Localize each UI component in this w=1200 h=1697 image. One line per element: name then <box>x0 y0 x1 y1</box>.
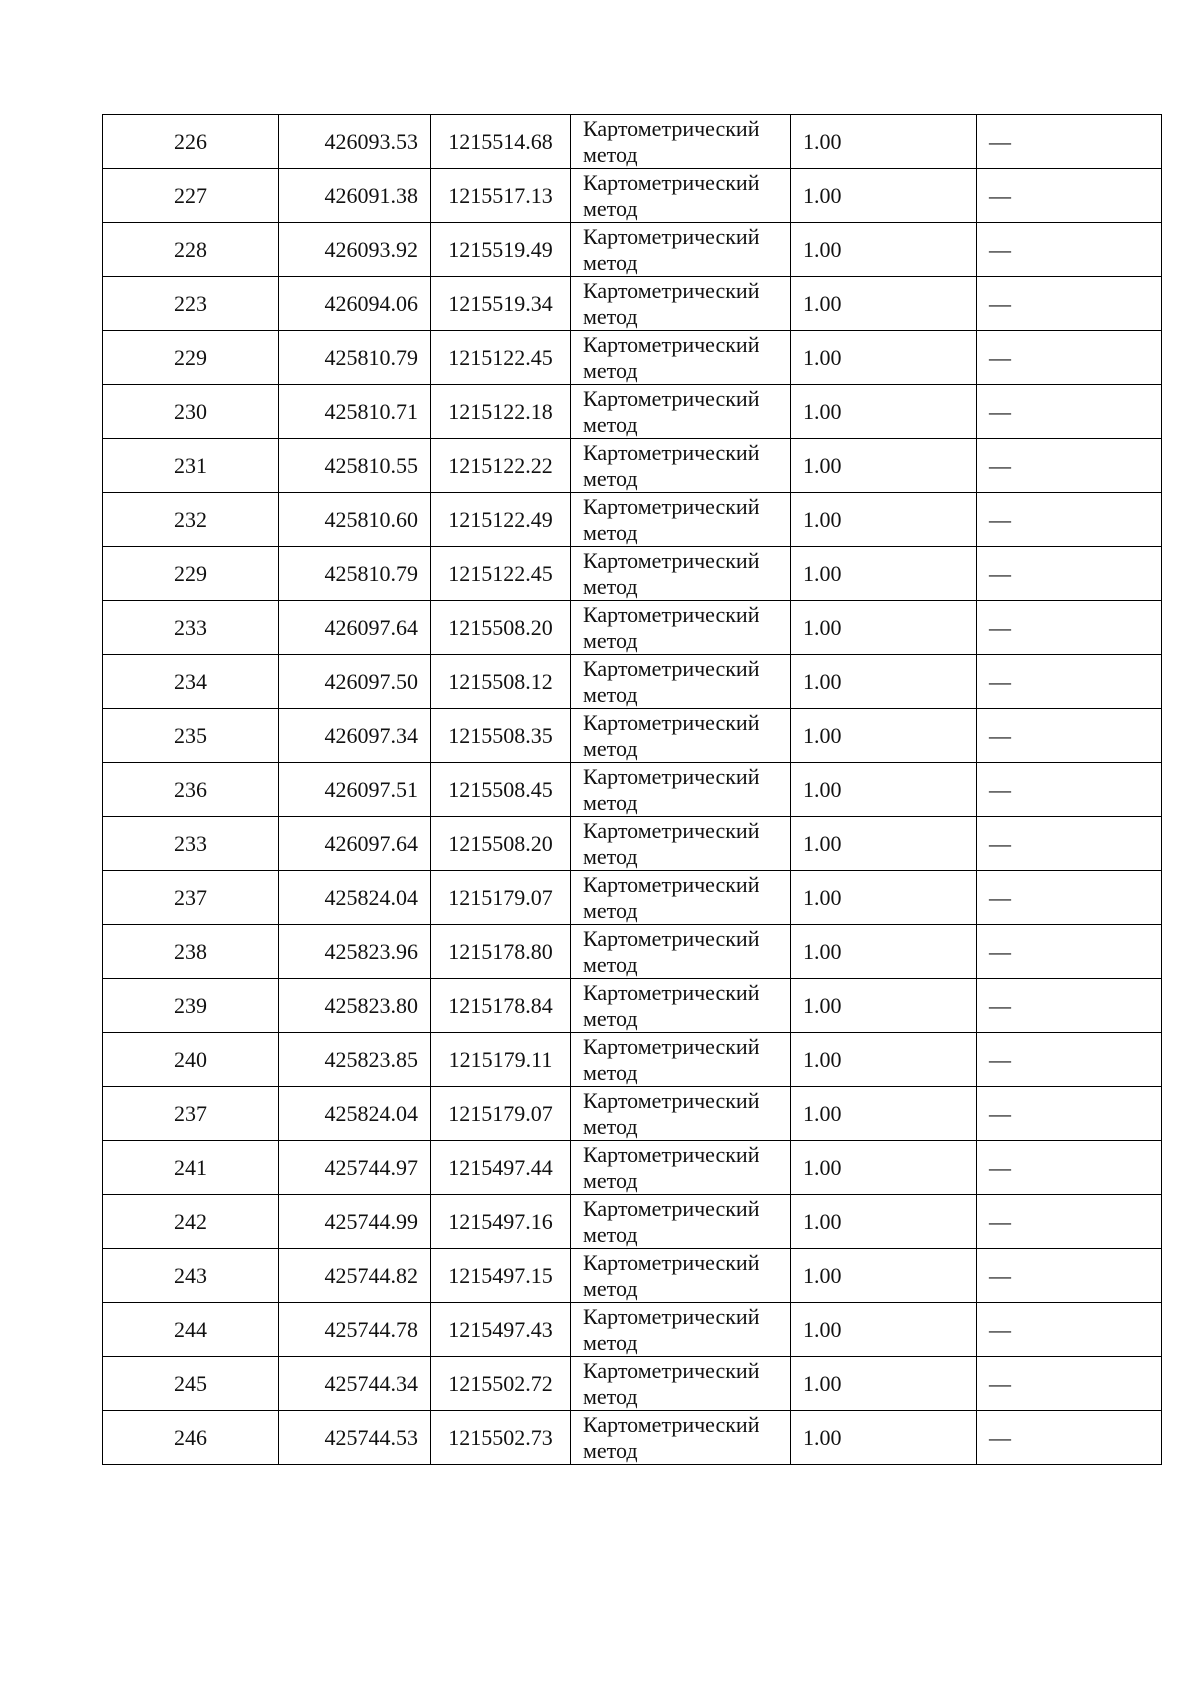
method-line-2: метод <box>583 897 638 923</box>
y-coordinate-cell: 1215508.20 <box>431 817 571 871</box>
method-line-1: Картометрический <box>583 1087 760 1113</box>
y-coordinate-cell: 1215508.12 <box>431 655 571 709</box>
y-coordinate-cell: 1215514.68 <box>431 115 571 169</box>
method-cell <box>571 493 791 547</box>
accuracy-cell: 1.00 <box>791 277 977 331</box>
accuracy-cell: 1.00 <box>791 1033 977 1087</box>
method-line-1: Картометрический <box>583 169 760 195</box>
description-cell: — <box>977 1357 1162 1411</box>
method-cell <box>571 439 791 493</box>
method-cell <box>571 169 791 223</box>
point-number-cell: 243 <box>103 1249 279 1303</box>
method-line-2: метод <box>583 951 638 977</box>
table-row <box>103 1195 1162 1249</box>
accuracy-cell: 1.00 <box>791 1249 977 1303</box>
x-coordinate-cell: 425823.80 <box>279 979 431 1033</box>
description-cell: — <box>977 655 1162 709</box>
method-line-2: метод <box>583 357 638 383</box>
table-row <box>103 277 1162 331</box>
y-coordinate-cell: 1215122.45 <box>431 547 571 601</box>
y-coordinate-cell: 1215179.07 <box>431 871 571 925</box>
method-line-1: Картометрический <box>583 277 760 303</box>
table-row <box>103 1303 1162 1357</box>
method-cell <box>571 1357 791 1411</box>
table-row <box>103 223 1162 277</box>
method-line-1: Картометрический <box>583 547 760 573</box>
table-row <box>103 169 1162 223</box>
description-cell: — <box>977 547 1162 601</box>
method-cell <box>571 1303 791 1357</box>
table-row <box>103 817 1162 871</box>
table-row <box>103 1357 1162 1411</box>
x-coordinate-cell: 425744.97 <box>279 1141 431 1195</box>
method-line-2: метод <box>583 1329 638 1355</box>
table-row <box>103 331 1162 385</box>
y-coordinate-cell: 1215502.72 <box>431 1357 571 1411</box>
x-coordinate-cell: 425810.71 <box>279 385 431 439</box>
method-line-2: метод <box>583 303 638 329</box>
method-line-2: метод <box>583 1275 638 1301</box>
method-line-2: метод <box>583 1221 638 1247</box>
table-row <box>103 1249 1162 1303</box>
coordinates-table <box>102 114 1162 1465</box>
x-coordinate-cell: 425744.34 <box>279 1357 431 1411</box>
table-row <box>103 115 1162 169</box>
method-cell <box>571 709 791 763</box>
description-cell: — <box>977 709 1162 763</box>
method-cell <box>571 385 791 439</box>
table-row <box>103 493 1162 547</box>
x-coordinate-cell: 426091.38 <box>279 169 431 223</box>
method-line-2: метод <box>583 627 638 653</box>
table-row <box>103 385 1162 439</box>
x-coordinate-cell: 425824.04 <box>279 871 431 925</box>
point-number-cell: 233 <box>103 601 279 655</box>
method-cell <box>571 979 791 1033</box>
y-coordinate-cell: 1215122.22 <box>431 439 571 493</box>
table-row <box>103 1141 1162 1195</box>
method-cell <box>571 817 791 871</box>
point-number-cell: 244 <box>103 1303 279 1357</box>
method-line-2: метод <box>583 249 638 275</box>
method-cell <box>571 331 791 385</box>
coordinates-table-body <box>103 115 1162 1465</box>
point-number-cell: 242 <box>103 1195 279 1249</box>
method-line-1: Картометрический <box>583 115 760 141</box>
point-number-cell: 237 <box>103 871 279 925</box>
point-number-cell: 226 <box>103 115 279 169</box>
point-number-cell: 237 <box>103 1087 279 1141</box>
method-line-2: метод <box>583 1167 638 1193</box>
description-cell: — <box>977 871 1162 925</box>
x-coordinate-cell: 426097.50 <box>279 655 431 709</box>
accuracy-cell: 1.00 <box>791 1141 977 1195</box>
accuracy-cell: 1.00 <box>791 331 977 385</box>
table-row <box>103 763 1162 817</box>
description-cell: — <box>977 1195 1162 1249</box>
method-line-2: метод <box>583 465 638 491</box>
point-number-cell: 239 <box>103 979 279 1033</box>
accuracy-cell: 1.00 <box>791 493 977 547</box>
x-coordinate-cell: 426097.34 <box>279 709 431 763</box>
method-cell <box>571 655 791 709</box>
accuracy-cell: 1.00 <box>791 223 977 277</box>
y-coordinate-cell: 1215179.07 <box>431 1087 571 1141</box>
method-cell <box>571 1033 791 1087</box>
table-row <box>103 871 1162 925</box>
x-coordinate-cell: 425823.85 <box>279 1033 431 1087</box>
method-cell <box>571 601 791 655</box>
description-cell: — <box>977 925 1162 979</box>
accuracy-cell: 1.00 <box>791 169 977 223</box>
description-cell: — <box>977 1249 1162 1303</box>
accuracy-cell: 1.00 <box>791 1411 977 1465</box>
description-cell: — <box>977 169 1162 223</box>
description-cell: — <box>977 817 1162 871</box>
x-coordinate-cell: 425744.82 <box>279 1249 431 1303</box>
description-cell: — <box>977 331 1162 385</box>
method-line-1: Картометрический <box>583 817 760 843</box>
point-number-cell: 228 <box>103 223 279 277</box>
x-coordinate-cell: 425744.78 <box>279 1303 431 1357</box>
table-row <box>103 655 1162 709</box>
point-number-cell: 231 <box>103 439 279 493</box>
method-line-1: Картометрический <box>583 1195 760 1221</box>
x-coordinate-cell: 425810.55 <box>279 439 431 493</box>
method-line-1: Картометрический <box>583 331 760 357</box>
method-cell <box>571 1411 791 1465</box>
description-cell: — <box>977 1033 1162 1087</box>
method-line-1: Картометрический <box>583 439 760 465</box>
description-cell: — <box>977 385 1162 439</box>
table-row <box>103 1087 1162 1141</box>
x-coordinate-cell: 426093.53 <box>279 115 431 169</box>
x-coordinate-cell: 425744.53 <box>279 1411 431 1465</box>
x-coordinate-cell: 425824.04 <box>279 1087 431 1141</box>
method-line-1: Картометрический <box>583 223 760 249</box>
accuracy-cell: 1.00 <box>791 817 977 871</box>
method-line-1: Картометрический <box>583 1033 760 1059</box>
method-line-2: метод <box>583 1113 638 1139</box>
point-number-cell: 229 <box>103 547 279 601</box>
y-coordinate-cell: 1215179.11 <box>431 1033 571 1087</box>
method-cell <box>571 871 791 925</box>
description-cell: — <box>977 979 1162 1033</box>
method-line-2: метод <box>583 411 638 437</box>
method-cell <box>571 277 791 331</box>
method-line-2: метод <box>583 195 638 221</box>
x-coordinate-cell: 425810.79 <box>279 547 431 601</box>
method-line-2: метод <box>583 735 638 761</box>
point-number-cell: 234 <box>103 655 279 709</box>
y-coordinate-cell: 1215497.43 <box>431 1303 571 1357</box>
method-line-1: Картометрический <box>583 1303 760 1329</box>
x-coordinate-cell: 426094.06 <box>279 277 431 331</box>
accuracy-cell: 1.00 <box>791 655 977 709</box>
method-line-2: метод <box>583 1059 638 1085</box>
accuracy-cell: 1.00 <box>791 1087 977 1141</box>
table-row <box>103 547 1162 601</box>
method-line-2: метод <box>583 789 638 815</box>
y-coordinate-cell: 1215519.34 <box>431 277 571 331</box>
point-number-cell: 229 <box>103 331 279 385</box>
description-cell: — <box>977 223 1162 277</box>
method-cell <box>571 1141 791 1195</box>
description-cell: — <box>977 115 1162 169</box>
y-coordinate-cell: 1215508.20 <box>431 601 571 655</box>
y-coordinate-cell: 1215497.44 <box>431 1141 571 1195</box>
x-coordinate-cell: 425810.60 <box>279 493 431 547</box>
accuracy-cell: 1.00 <box>791 979 977 1033</box>
y-coordinate-cell: 1215178.84 <box>431 979 571 1033</box>
point-number-cell: 246 <box>103 1411 279 1465</box>
y-coordinate-cell: 1215178.80 <box>431 925 571 979</box>
table-row <box>103 925 1162 979</box>
description-cell: — <box>977 1087 1162 1141</box>
method-cell <box>571 115 791 169</box>
accuracy-cell: 1.00 <box>791 763 977 817</box>
method-line-1: Картометрический <box>583 763 760 789</box>
accuracy-cell: 1.00 <box>791 439 977 493</box>
y-coordinate-cell: 1215519.49 <box>431 223 571 277</box>
y-coordinate-cell: 1215122.18 <box>431 385 571 439</box>
x-coordinate-cell: 425810.79 <box>279 331 431 385</box>
accuracy-cell: 1.00 <box>791 601 977 655</box>
method-cell <box>571 1195 791 1249</box>
method-line-2: метод <box>583 141 638 167</box>
accuracy-cell: 1.00 <box>791 1195 977 1249</box>
method-line-1: Картометрический <box>583 1249 760 1275</box>
y-coordinate-cell: 1215517.13 <box>431 169 571 223</box>
method-line-2: метод <box>583 573 638 599</box>
y-coordinate-cell: 1215122.49 <box>431 493 571 547</box>
point-number-cell: 236 <box>103 763 279 817</box>
x-coordinate-cell: 426097.64 <box>279 817 431 871</box>
x-coordinate-cell: 426097.64 <box>279 601 431 655</box>
method-cell <box>571 223 791 277</box>
point-number-cell: 238 <box>103 925 279 979</box>
point-number-cell: 241 <box>103 1141 279 1195</box>
table-row <box>103 1033 1162 1087</box>
method-line-1: Картометрический <box>583 1411 760 1437</box>
method-line-2: метод <box>583 681 638 707</box>
y-coordinate-cell: 1215497.16 <box>431 1195 571 1249</box>
method-cell <box>571 925 791 979</box>
description-cell: — <box>977 493 1162 547</box>
method-line-1: Картометрический <box>583 1141 760 1167</box>
point-number-cell: 245 <box>103 1357 279 1411</box>
method-line-1: Картометрический <box>583 601 760 627</box>
y-coordinate-cell: 1215497.15 <box>431 1249 571 1303</box>
accuracy-cell: 1.00 <box>791 925 977 979</box>
accuracy-cell: 1.00 <box>791 115 977 169</box>
accuracy-cell: 1.00 <box>791 547 977 601</box>
table-row <box>103 439 1162 493</box>
table-row <box>103 709 1162 763</box>
method-line-2: метод <box>583 1437 638 1463</box>
point-number-cell: 240 <box>103 1033 279 1087</box>
method-line-2: метод <box>583 1383 638 1409</box>
accuracy-cell: 1.00 <box>791 871 977 925</box>
point-number-cell: 235 <box>103 709 279 763</box>
table-row <box>103 979 1162 1033</box>
method-line-2: метод <box>583 843 638 869</box>
y-coordinate-cell: 1215508.35 <box>431 709 571 763</box>
method-cell <box>571 1087 791 1141</box>
description-cell: — <box>977 1303 1162 1357</box>
description-cell: — <box>977 277 1162 331</box>
table-row <box>103 601 1162 655</box>
point-number-cell: 227 <box>103 169 279 223</box>
x-coordinate-cell: 426093.92 <box>279 223 431 277</box>
method-line-1: Картометрический <box>583 655 760 681</box>
method-line-1: Картометрический <box>583 385 760 411</box>
x-coordinate-cell: 425823.96 <box>279 925 431 979</box>
accuracy-cell: 1.00 <box>791 1303 977 1357</box>
point-number-cell: 230 <box>103 385 279 439</box>
method-line-1: Картометрический <box>583 1357 760 1383</box>
method-cell <box>571 1249 791 1303</box>
x-coordinate-cell: 425744.99 <box>279 1195 431 1249</box>
description-cell: — <box>977 763 1162 817</box>
method-line-2: метод <box>583 1005 638 1031</box>
method-line-1: Картометрический <box>583 979 760 1005</box>
x-coordinate-cell: 426097.51 <box>279 763 431 817</box>
description-cell: — <box>977 601 1162 655</box>
description-cell: — <box>977 439 1162 493</box>
method-cell <box>571 763 791 817</box>
method-line-2: метод <box>583 519 638 545</box>
table-row <box>103 1411 1162 1465</box>
method-line-1: Картометрический <box>583 871 760 897</box>
y-coordinate-cell: 1215508.45 <box>431 763 571 817</box>
y-coordinate-cell: 1215122.45 <box>431 331 571 385</box>
method-line-1: Картометрический <box>583 493 760 519</box>
description-cell: — <box>977 1141 1162 1195</box>
point-number-cell: 223 <box>103 277 279 331</box>
method-line-1: Картометрический <box>583 925 760 951</box>
accuracy-cell: 1.00 <box>791 709 977 763</box>
y-coordinate-cell: 1215502.73 <box>431 1411 571 1465</box>
point-number-cell: 233 <box>103 817 279 871</box>
accuracy-cell: 1.00 <box>791 385 977 439</box>
method-line-1: Картометрический <box>583 709 760 735</box>
accuracy-cell: 1.00 <box>791 1357 977 1411</box>
description-cell: — <box>977 1411 1162 1465</box>
method-cell <box>571 547 791 601</box>
point-number-cell: 232 <box>103 493 279 547</box>
